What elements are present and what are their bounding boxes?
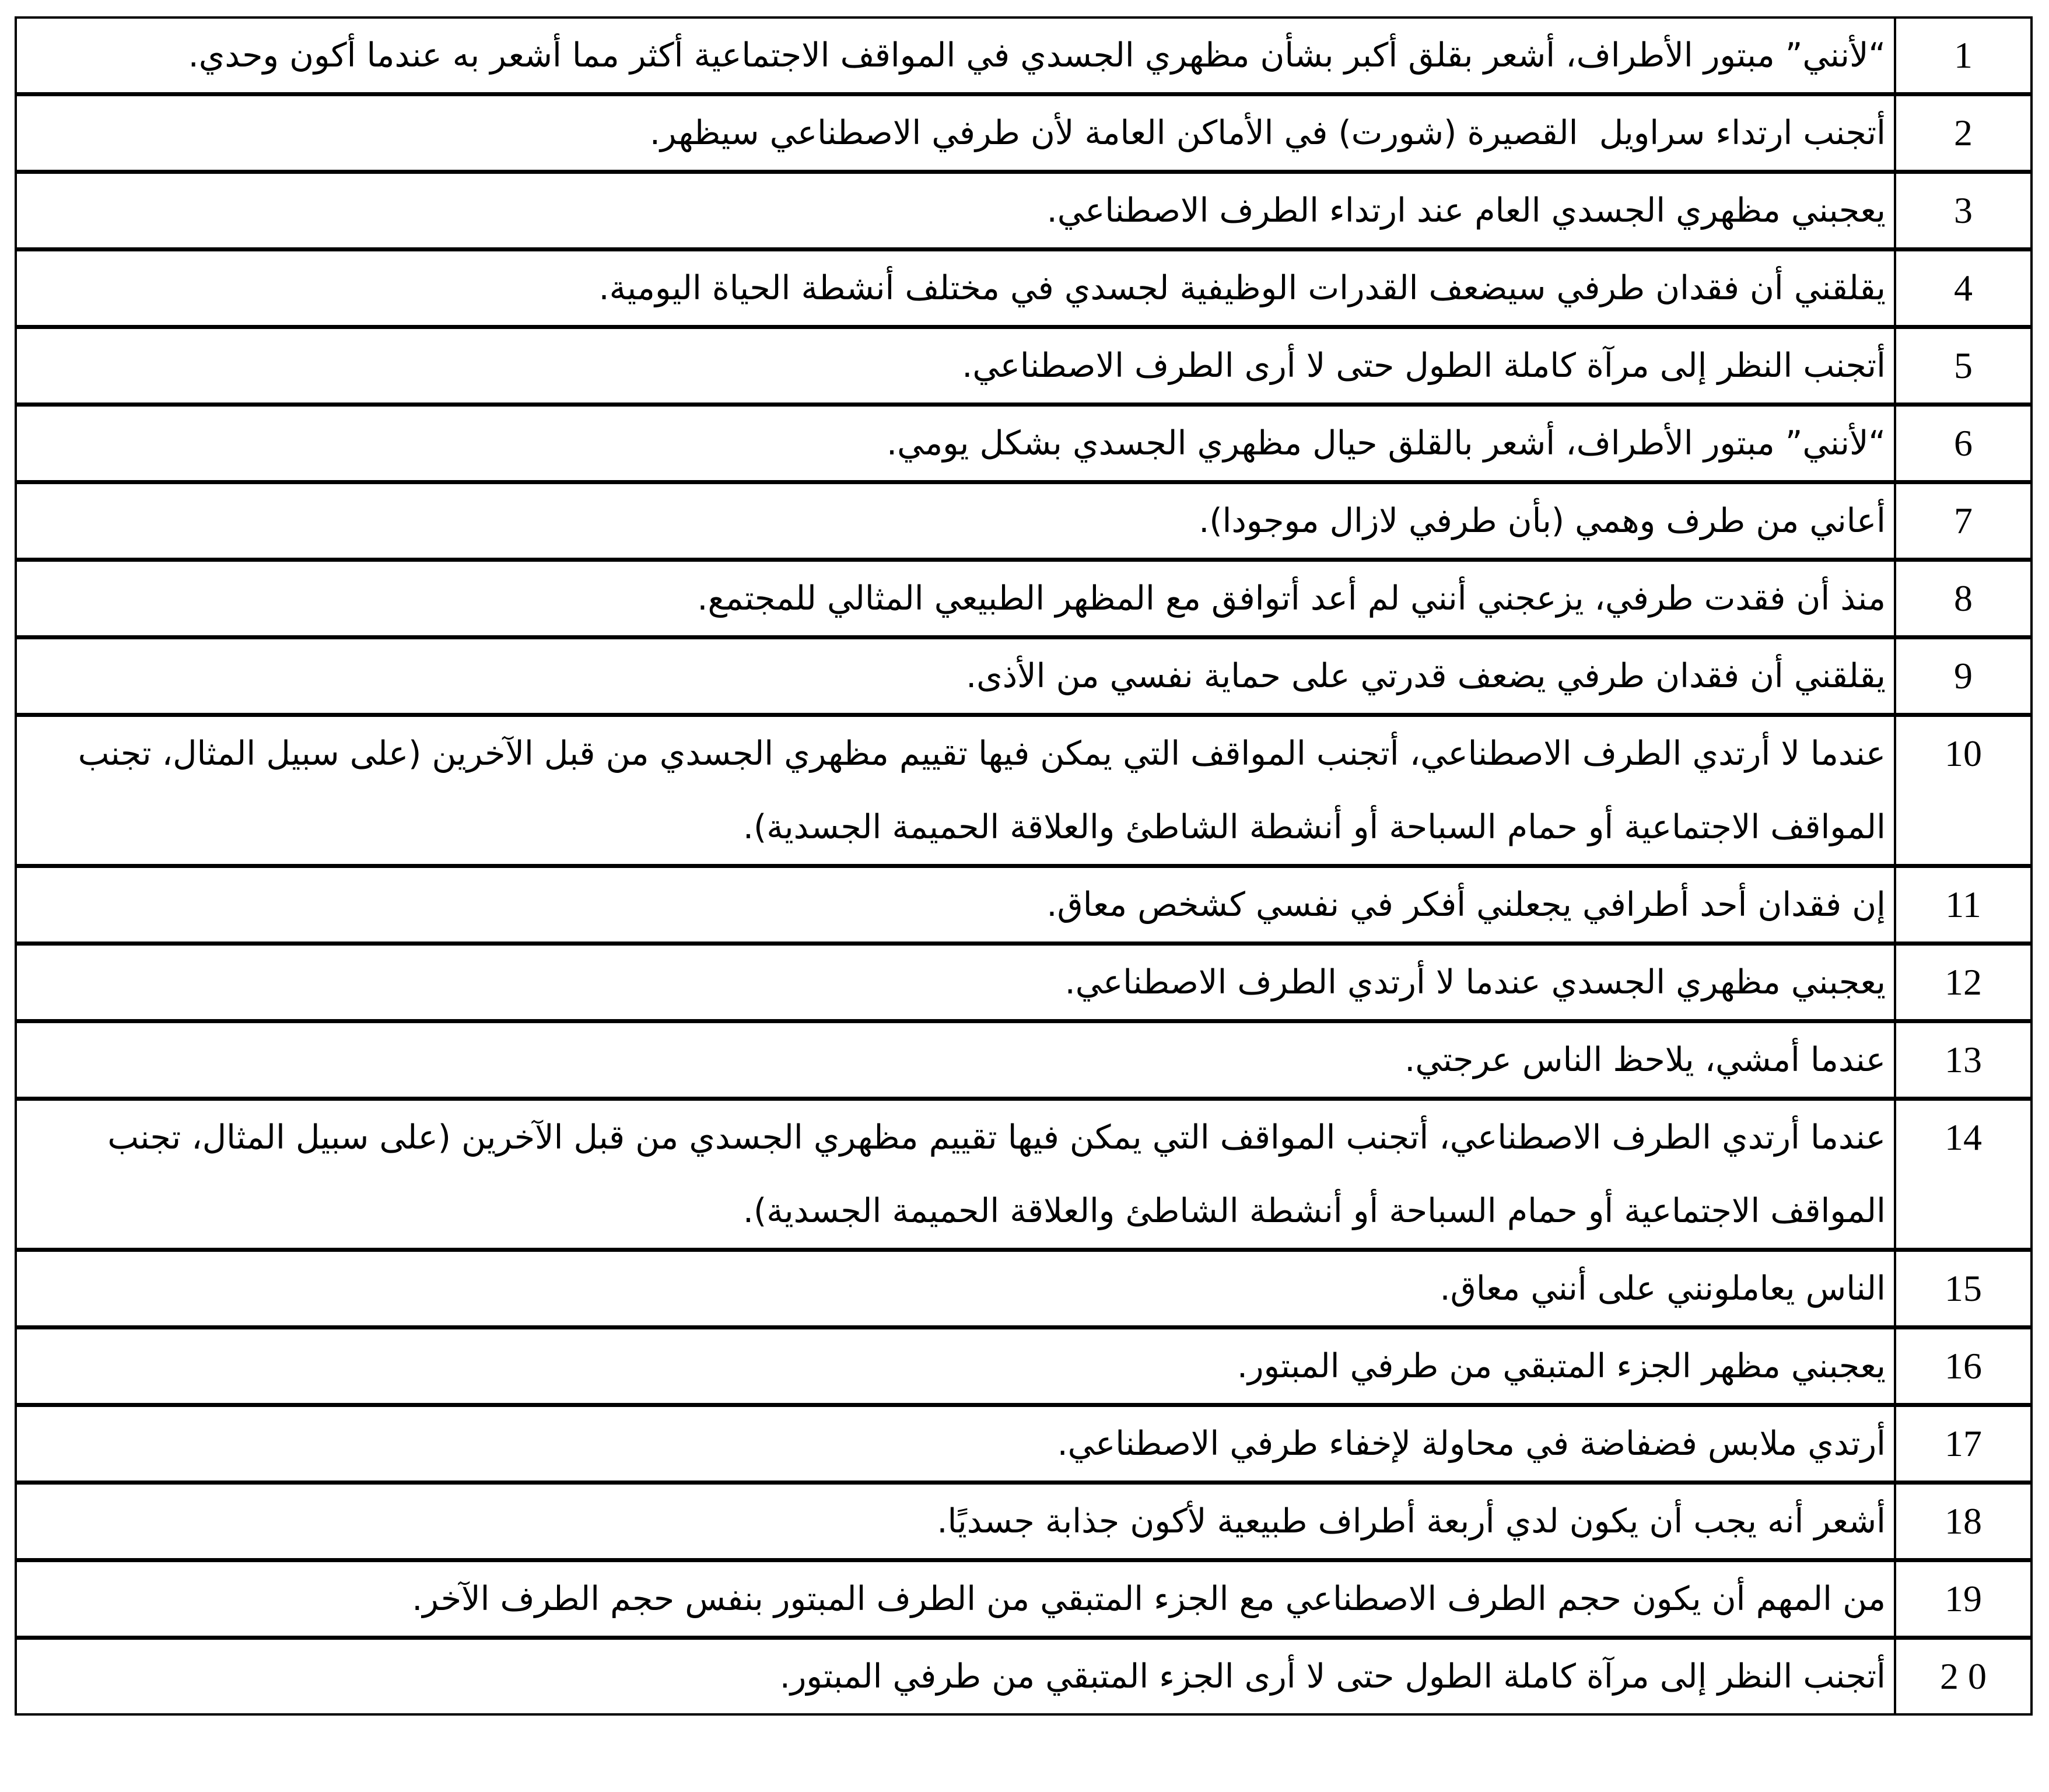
item-text: أعاني من طرف وهمي (بأن طرفي لازال موجودا). [1199, 502, 1886, 540]
item-text: أتجنب النظر إلى مرآة كاملة الطول حتى لا أرى الطرف الاصطناعي. [962, 346, 1886, 385]
item-number: 15 [1894, 1252, 2030, 1325]
item-number: 17 [1894, 1407, 2030, 1480]
item-number: 2 0 [1894, 1640, 2030, 1713]
table-row [17, 484, 2030, 562]
item-text: يقلقني أن فقدان طرفي سيضعف القدرات الوظيفية لجسدي في مختلف أنشطة الحياة اليومية. [598, 269, 1886, 307]
table-row [17, 96, 2030, 174]
table-row [17, 868, 2030, 946]
item-text: الناس يعاملونني على أنني معاق. [1439, 1269, 1886, 1308]
table-row [17, 1407, 2030, 1485]
table-row [17, 1640, 2030, 1713]
item-text: أشعر أنه يجب أن يكون لدي أربعة أطراف طبيعية لأكون جذابة جسديًا. [937, 1502, 1886, 1541]
item-number: 14 [1894, 1101, 2030, 1248]
item-text: منذ أن فقدت طرفي، يزعجني أنني لم أعد أتوافق مع المظهر الطبيعي المثالي للمجتمع. [697, 579, 1886, 618]
item-number: 12 [1894, 946, 2030, 1019]
item-number: 4 [1894, 251, 2030, 325]
table-row [17, 19, 2030, 96]
item-number: 8 [1894, 562, 2030, 635]
item-number: 1 [1894, 19, 2030, 92]
item-text: أتجنب النظر إلى مرآة كاملة الطول حتى لا أرى الجزء المتبقي من طرفي المبتور. [779, 1657, 1886, 1696]
table-row [17, 562, 2030, 639]
item-text: “لأنني” مبتور الأطراف، أشعر بالقلق حيال مظهري الجسدي بشكل يومي. [886, 424, 1886, 463]
item-text: عندما لا أرتدي الطرف الاصطناعي، أتجنب المواقف التي يمكن فيها تقييم مظهري الجسدي من قبل الآخرين (على سبيل المثال، تجنب المواقف الاجتماعية أو حمام السباحة أو أنشطة الشاطئ والعلاقة الحميمة الجسدية). [67, 734, 1886, 846]
item-text: “لأنني” مبتور الأطراف، أشعر بقلق أكبر بشأن مظهري الجسدي في المواقف الاجتماعية أكثر مما أشعر به عندما أكون وحدي. [188, 36, 1886, 75]
table-row [17, 407, 2030, 484]
item-number: 13 [1894, 1023, 2030, 1097]
item-text: إن فقدان أحد أطرافي يجعلني أفكر في نفسي كشخص معاق. [1046, 886, 1886, 924]
item-text: عندما أرتدي الطرف الاصطناعي، أتجنب المواقف التي يمكن فيها تقييم مظهري الجسدي من قبل الآخرين (على سبيل المثال، تجنب المواقف الاجتماعية أو حمام السباحة أو أنشطة الشاطئ والعلاقة الحميمة الجسدية). [97, 1118, 1886, 1230]
table-row [17, 174, 2030, 251]
table-row [17, 1562, 2030, 1640]
table-row [17, 251, 2030, 329]
item-text: يقلقني أن فقدان طرفي يضعف قدرتي على حماية نفسي من الأذى. [966, 657, 1886, 695]
item-number: 18 [1894, 1485, 2030, 1558]
table-row [17, 717, 2030, 868]
item-text: أتجنب ارتداء سراويل القصيرة (شورت) في الأماكن العامة لأن طرفي الاصطناعي سيظهر. [649, 114, 1886, 152]
table-row [17, 329, 2030, 407]
item-number: 19 [1894, 1562, 2030, 1636]
item-number: 3 [1894, 174, 2030, 247]
table-row [17, 946, 2030, 1023]
item-text: يعجبني مظهر الجزء المتبقي من طرفي المبتور. [1237, 1347, 1886, 1385]
table-row [17, 1023, 2030, 1101]
table-row [17, 1101, 2030, 1252]
item-number: 2 [1894, 96, 2030, 170]
item-number: 5 [1894, 329, 2030, 402]
table-row [17, 1252, 2030, 1329]
questionnaire-table [15, 16, 2033, 1716]
item-text: أرتدي ملابس فضفاضة في محاولة لإخفاء طرفي الاصطناعي. [1057, 1424, 1886, 1463]
item-number: 11 [1894, 868, 2030, 942]
item-number: 16 [1894, 1329, 2030, 1403]
item-number: 9 [1894, 639, 2030, 713]
table-row [17, 639, 2030, 717]
item-number: 10 [1894, 717, 2030, 864]
item-text: يعجبني مظهري الجسدي العام عند ارتداء الطرف الاصطناعي. [1046, 191, 1886, 230]
item-text: عندما أمشي، يلاحظ الناس عرجتي. [1404, 1041, 1886, 1079]
item-number: 7 [1894, 484, 2030, 558]
table-row [17, 1329, 2030, 1407]
table-row [17, 1485, 2030, 1562]
item-text: من المهم أن يكون حجم الطرف الاصطناعي مع الجزء المتبقي من الطرف المبتور بنفس حجم الطرف الآخر. [412, 1580, 1886, 1618]
item-text: يعجبني مظهري الجسدي عندما لا أرتدي الطرف الاصطناعي. [1064, 963, 1886, 1002]
item-number: 6 [1894, 407, 2030, 480]
